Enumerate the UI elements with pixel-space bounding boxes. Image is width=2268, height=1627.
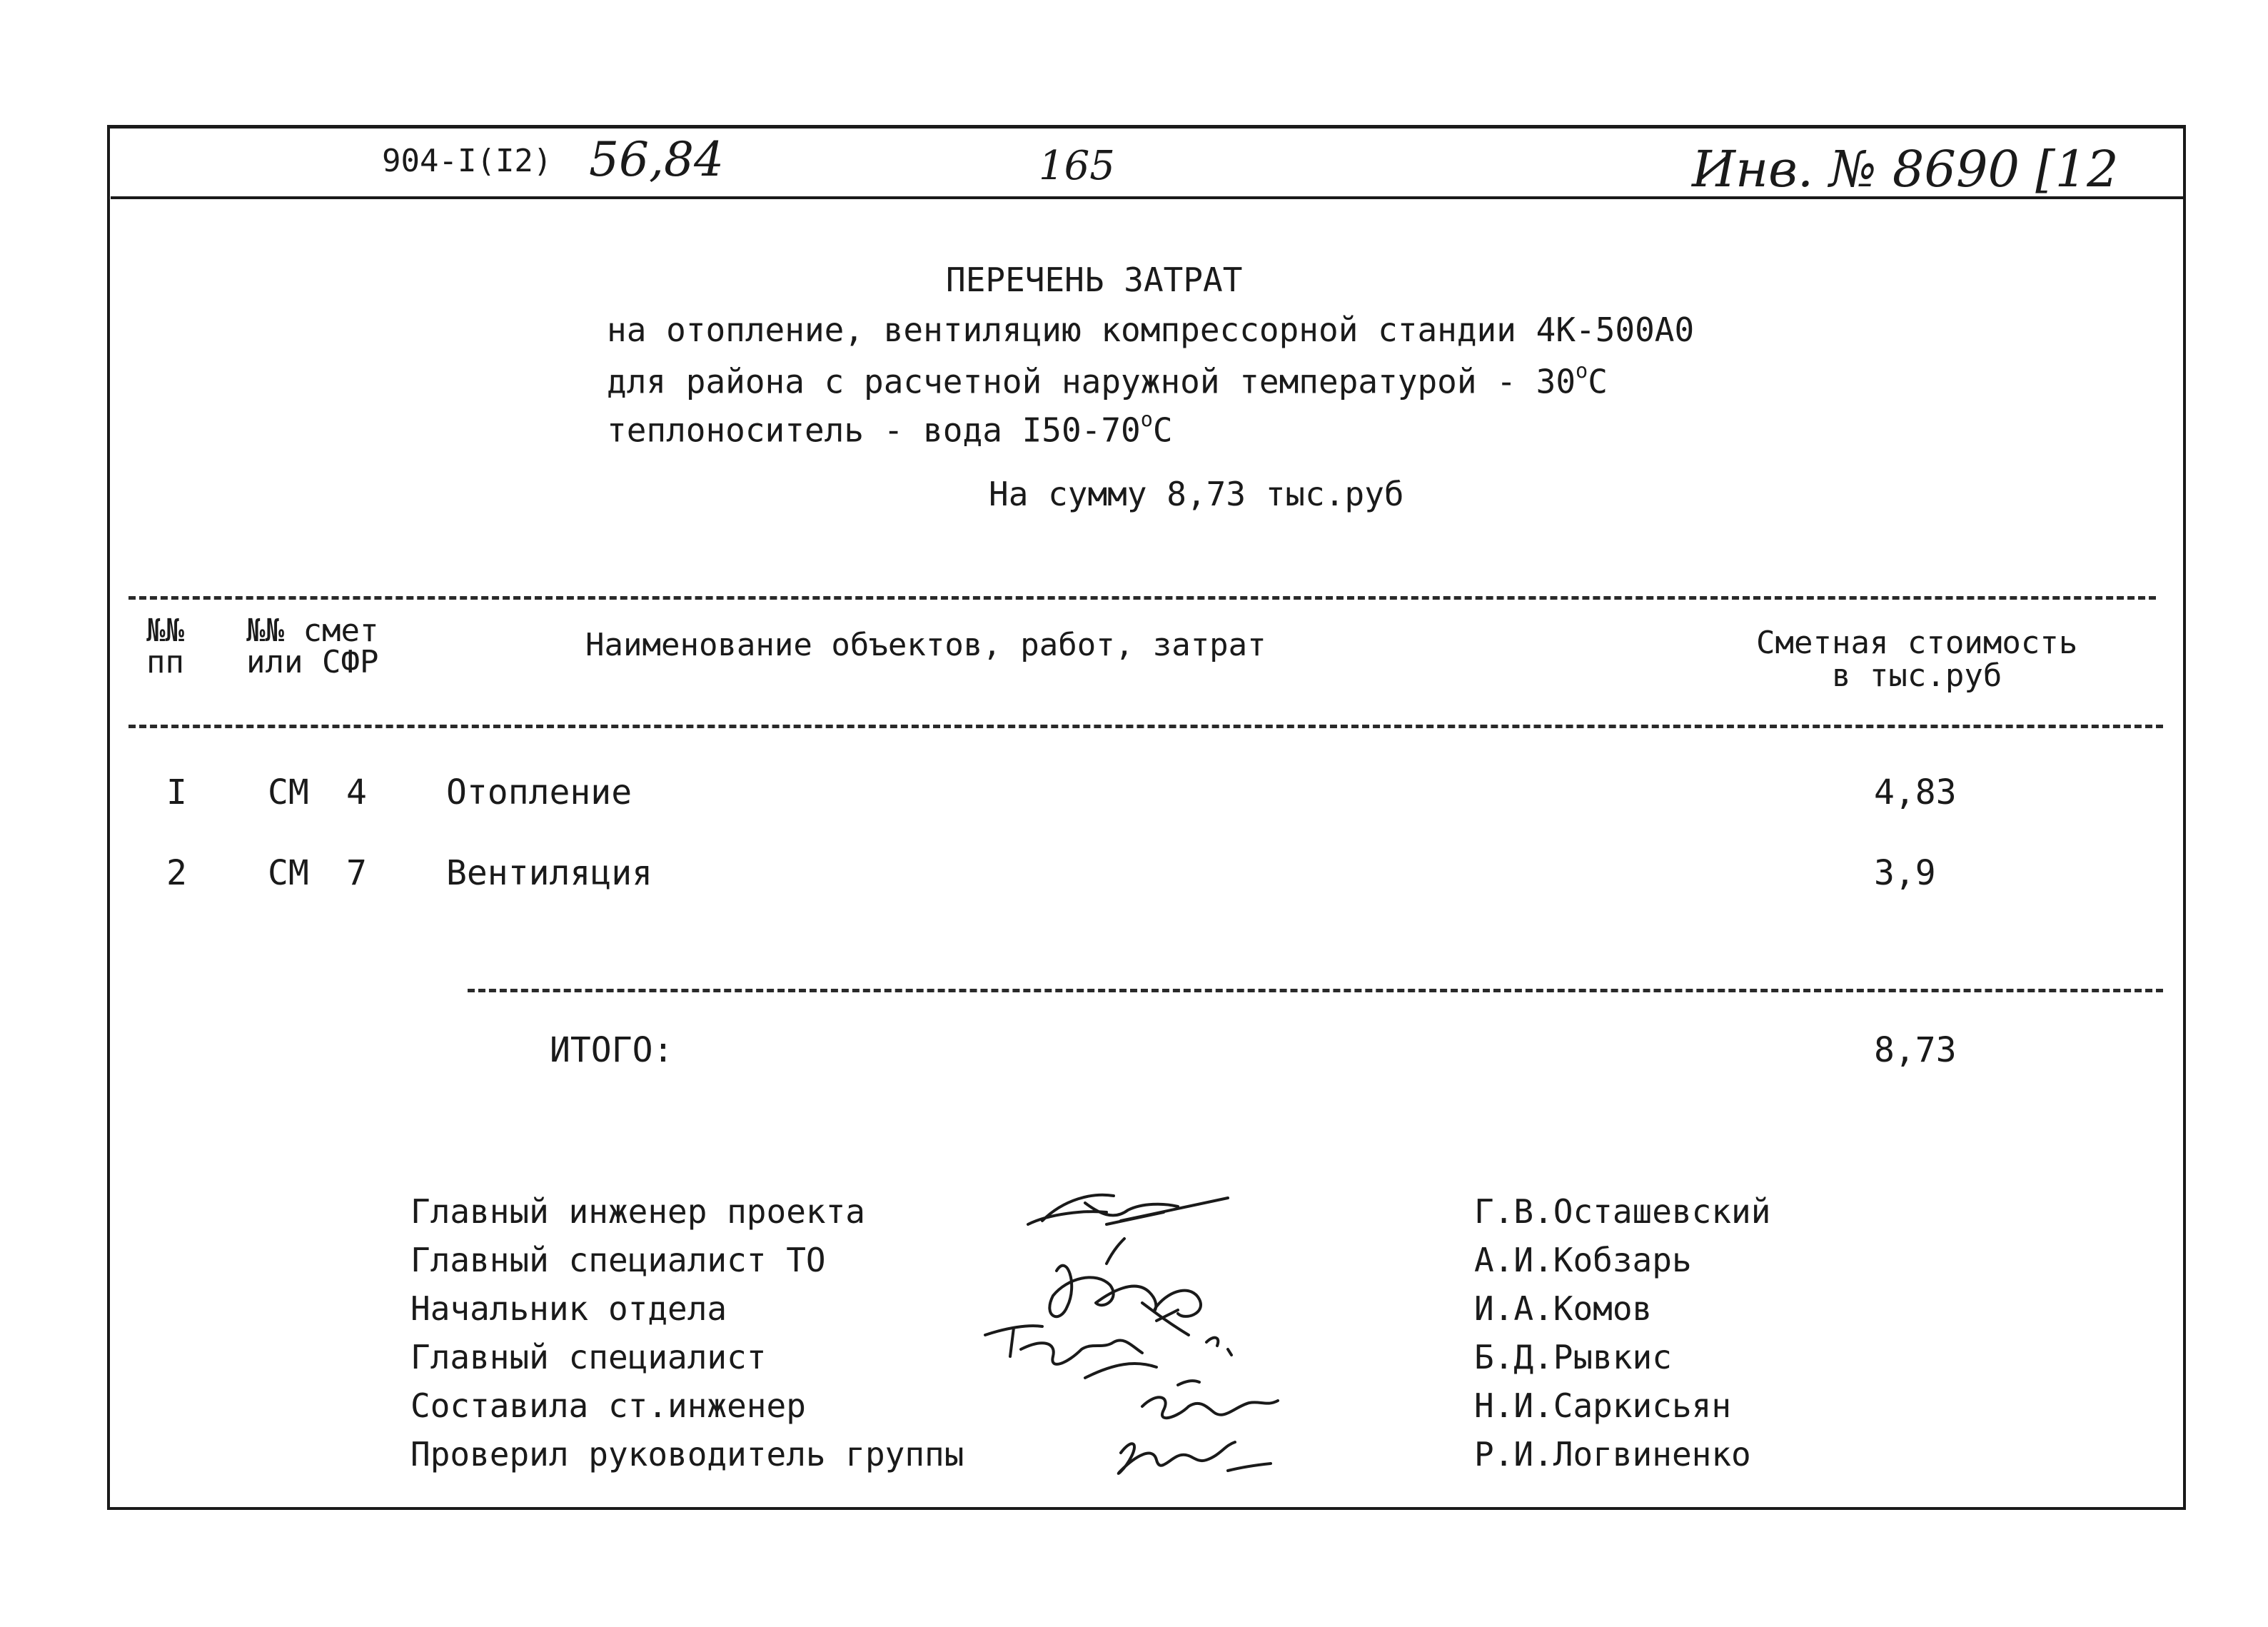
signature-role: Главный специалист bbox=[410, 1338, 767, 1376]
handwritten-signatures bbox=[942, 1171, 1314, 1499]
table-header-rule bbox=[128, 725, 2163, 728]
header-rule bbox=[111, 196, 2184, 199]
document-code: 904-I(I2) bbox=[382, 143, 553, 179]
signature-name: А.И.Кобзарь bbox=[1474, 1241, 1692, 1279]
row-2-num: 2 bbox=[166, 853, 187, 893]
row-1-estimate-no: 4 bbox=[346, 772, 367, 812]
signature-role: Проверил руководитель группы bbox=[410, 1435, 964, 1474]
signature-role: Главный инженер проекта bbox=[410, 1192, 865, 1231]
signature-scribble-5 bbox=[1142, 1381, 1278, 1418]
row-1-cost: 4,83 bbox=[1874, 772, 1957, 812]
row-2-estimate-no: 7 bbox=[346, 853, 367, 893]
total-rule bbox=[468, 989, 2163, 992]
inventory-number: Инв. № 8690 [12 bbox=[1692, 140, 2119, 198]
total-value: 8,73 bbox=[1874, 1030, 1957, 1070]
signature-name: Г.В.Осташевский bbox=[1474, 1192, 1771, 1231]
total-label: ИТОГО: bbox=[550, 1030, 674, 1070]
title-line-1: на отопление, вентиляцию компрессорной стандии 4К-500А0 bbox=[607, 311, 1695, 349]
signature-scribble-6 bbox=[1119, 1442, 1271, 1474]
row-1-num: I bbox=[166, 772, 187, 812]
signature-role: Главный специалист ТО bbox=[410, 1241, 826, 1279]
row-2-name: Вентиляция bbox=[446, 853, 652, 893]
col-header-cost: Сметная стоимость в тыс.руб bbox=[1756, 625, 2078, 694]
row-2-cost: 3,9 bbox=[1874, 853, 1936, 893]
signature-scribble-3 bbox=[1107, 1239, 1189, 1335]
row-1-name: Отопление bbox=[446, 772, 632, 812]
page-number: 165 bbox=[1039, 143, 1115, 189]
signature-name: Н.И.Саркисьян bbox=[1474, 1386, 1732, 1425]
col-header-num: №№ пп bbox=[146, 613, 184, 680]
signature-name: Р.И.Логвиненко bbox=[1474, 1435, 1751, 1474]
signature-scribble-1 bbox=[1028, 1195, 1228, 1224]
total-sum-line: На сумму 8,73 тыс.руб bbox=[989, 475, 1404, 513]
signature-role: Составила ст.инженер bbox=[410, 1386, 806, 1425]
document-heading: ПЕРЕЧЕНЬ ЗАТРАТ bbox=[946, 261, 1243, 299]
signature-name: Б.Д.Рывкис bbox=[1474, 1338, 1672, 1376]
col-header-name: Наименование объектов, работ, затрат bbox=[585, 627, 1266, 663]
title-line-3: теплоноситель - вода $I50-70^оС$ bbox=[607, 408, 1173, 450]
col-header-estimate: №№ смет или СФР bbox=[246, 613, 379, 680]
table-top-rule bbox=[128, 596, 2156, 600]
row-1-estimate-type: СМ bbox=[268, 772, 309, 812]
signature-name: И.А.Комов bbox=[1474, 1289, 1653, 1328]
signature-role: Начальник отдела bbox=[410, 1289, 727, 1328]
title-line-2: для района с расчетной наружной температурой - $30^оС$ bbox=[607, 359, 1608, 401]
row-2-estimate-type: СМ bbox=[268, 853, 309, 893]
signature-scribble-4 bbox=[985, 1326, 1231, 1378]
album-number: 56,84 bbox=[589, 132, 724, 187]
